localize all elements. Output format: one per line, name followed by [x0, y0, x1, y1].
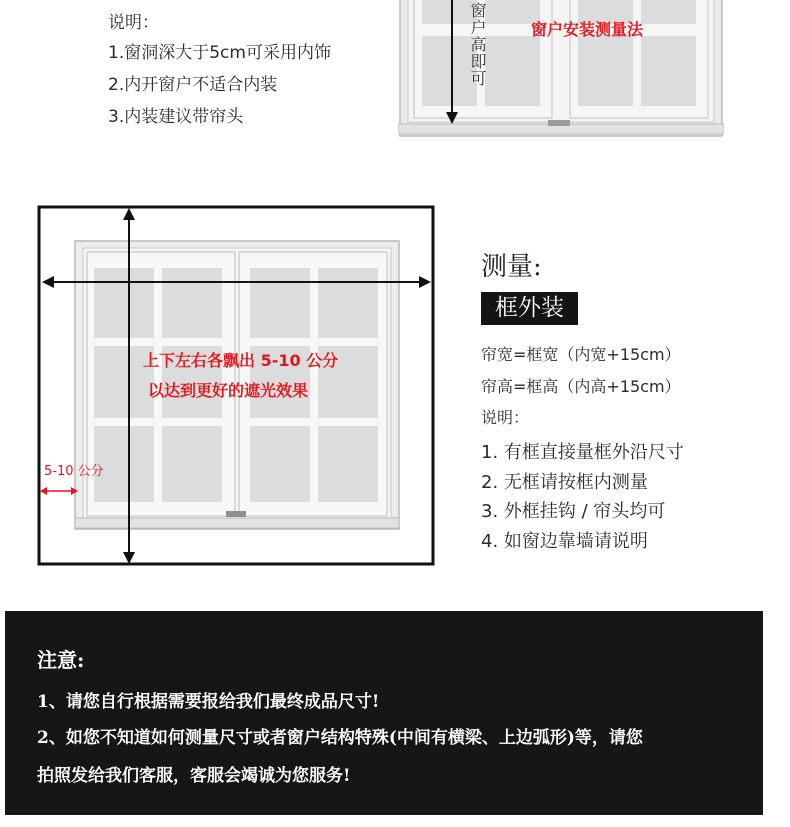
notice-line-2: 2、如您不知道如何测量尺寸或者窗户结构特殊(中间有横梁、上边弧形)等，请您 [37, 728, 643, 748]
top-note-2: 2.内开窗户不适合内装 [108, 75, 278, 95]
window-height-label: 窗户高即可 [468, 2, 487, 87]
notice-line-3: 拍照发给我们客服，客服会竭诚为您服务! [37, 766, 351, 786]
mid-item-3: 3. 外框挂钩 / 帘头均可 [481, 501, 666, 522]
install-type-badge: 框外装 [481, 292, 578, 325]
mid-item-1: 1. 有框直接量框外沿尺寸 [481, 442, 684, 463]
mid-item-2: 2. 无框请按框内测量 [481, 472, 648, 493]
overlay-text-2: 以达到更好的遮光效果 [148, 381, 309, 400]
mid-item-4: 4. 如窗边靠墙请说明 [481, 531, 648, 552]
spec-width: 帘宽=框宽（内宽+15cm） [481, 345, 681, 364]
top-note-3: 3.内装建议带帘头 [108, 107, 244, 127]
overlay-text-1: 上下左右各飘出 5-10 公分 [143, 351, 339, 370]
mid-note-title: 说明： [481, 408, 530, 427]
top-note-title: 说明： [108, 13, 159, 33]
top-note-1: 1.窗洞深大于5cm可采用内饰 [108, 43, 331, 63]
offset-label: 5-10 公分 [44, 464, 104, 479]
notice-panel [5, 611, 763, 815]
spec-height: 帘高=框高（内高+15cm） [481, 377, 681, 396]
window-caption: 窗户安装测量法 [531, 20, 644, 39]
notice-title: 注意: [37, 648, 85, 672]
measure-heading: 测量: [481, 252, 542, 282]
notice-line-1: 1、请您自行根据需要报给我们最终成品尺寸! [37, 692, 380, 712]
